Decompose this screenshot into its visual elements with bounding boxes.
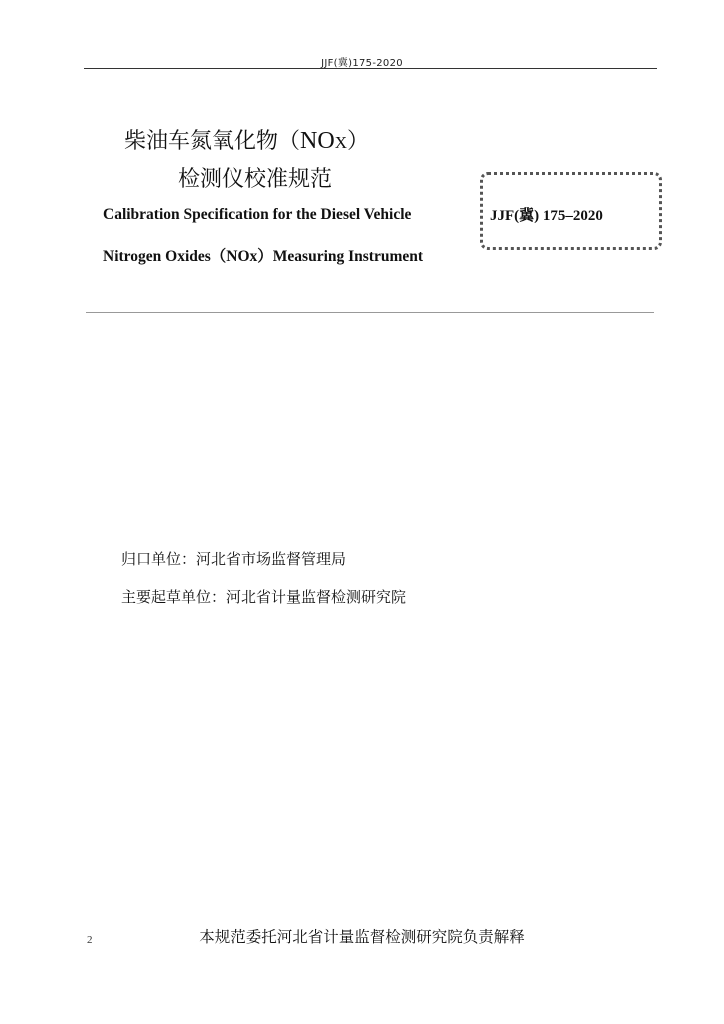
- responsible-unit: 归口单位：河北省市场监督管理局: [121, 550, 347, 568]
- title-cn-line1-close: ）: [346, 129, 369, 154]
- drafting-unit: 主要起草单位：河北省计量监督检测研究院: [121, 588, 407, 606]
- specification-code: JJF(冀) 175–2020: [490, 208, 603, 224]
- title-formula: NO: [300, 128, 335, 154]
- title-en-line2: Nitrogen Oxides（NOx）Measuring Instrument: [103, 248, 424, 265]
- title-cn-line1-text: 柴油车氮氧化物（: [124, 129, 301, 154]
- title-en-line1: Calibration Specification for the Diesel Vehicle: [103, 206, 412, 223]
- header-rule: [84, 68, 657, 69]
- title-cn-line1: [124, 124, 369, 155]
- running-header: JJF(冀)175-2020: [321, 58, 403, 69]
- title-cn-line2: 检测仪校准规范: [178, 167, 333, 192]
- title-formula-subscript: X: [334, 133, 347, 152]
- page-number: 2: [87, 934, 93, 946]
- interpretation-note: 本规范委托河北省计量监督检测研究院负责解释: [199, 928, 525, 946]
- title-separator-rule: [86, 312, 654, 313]
